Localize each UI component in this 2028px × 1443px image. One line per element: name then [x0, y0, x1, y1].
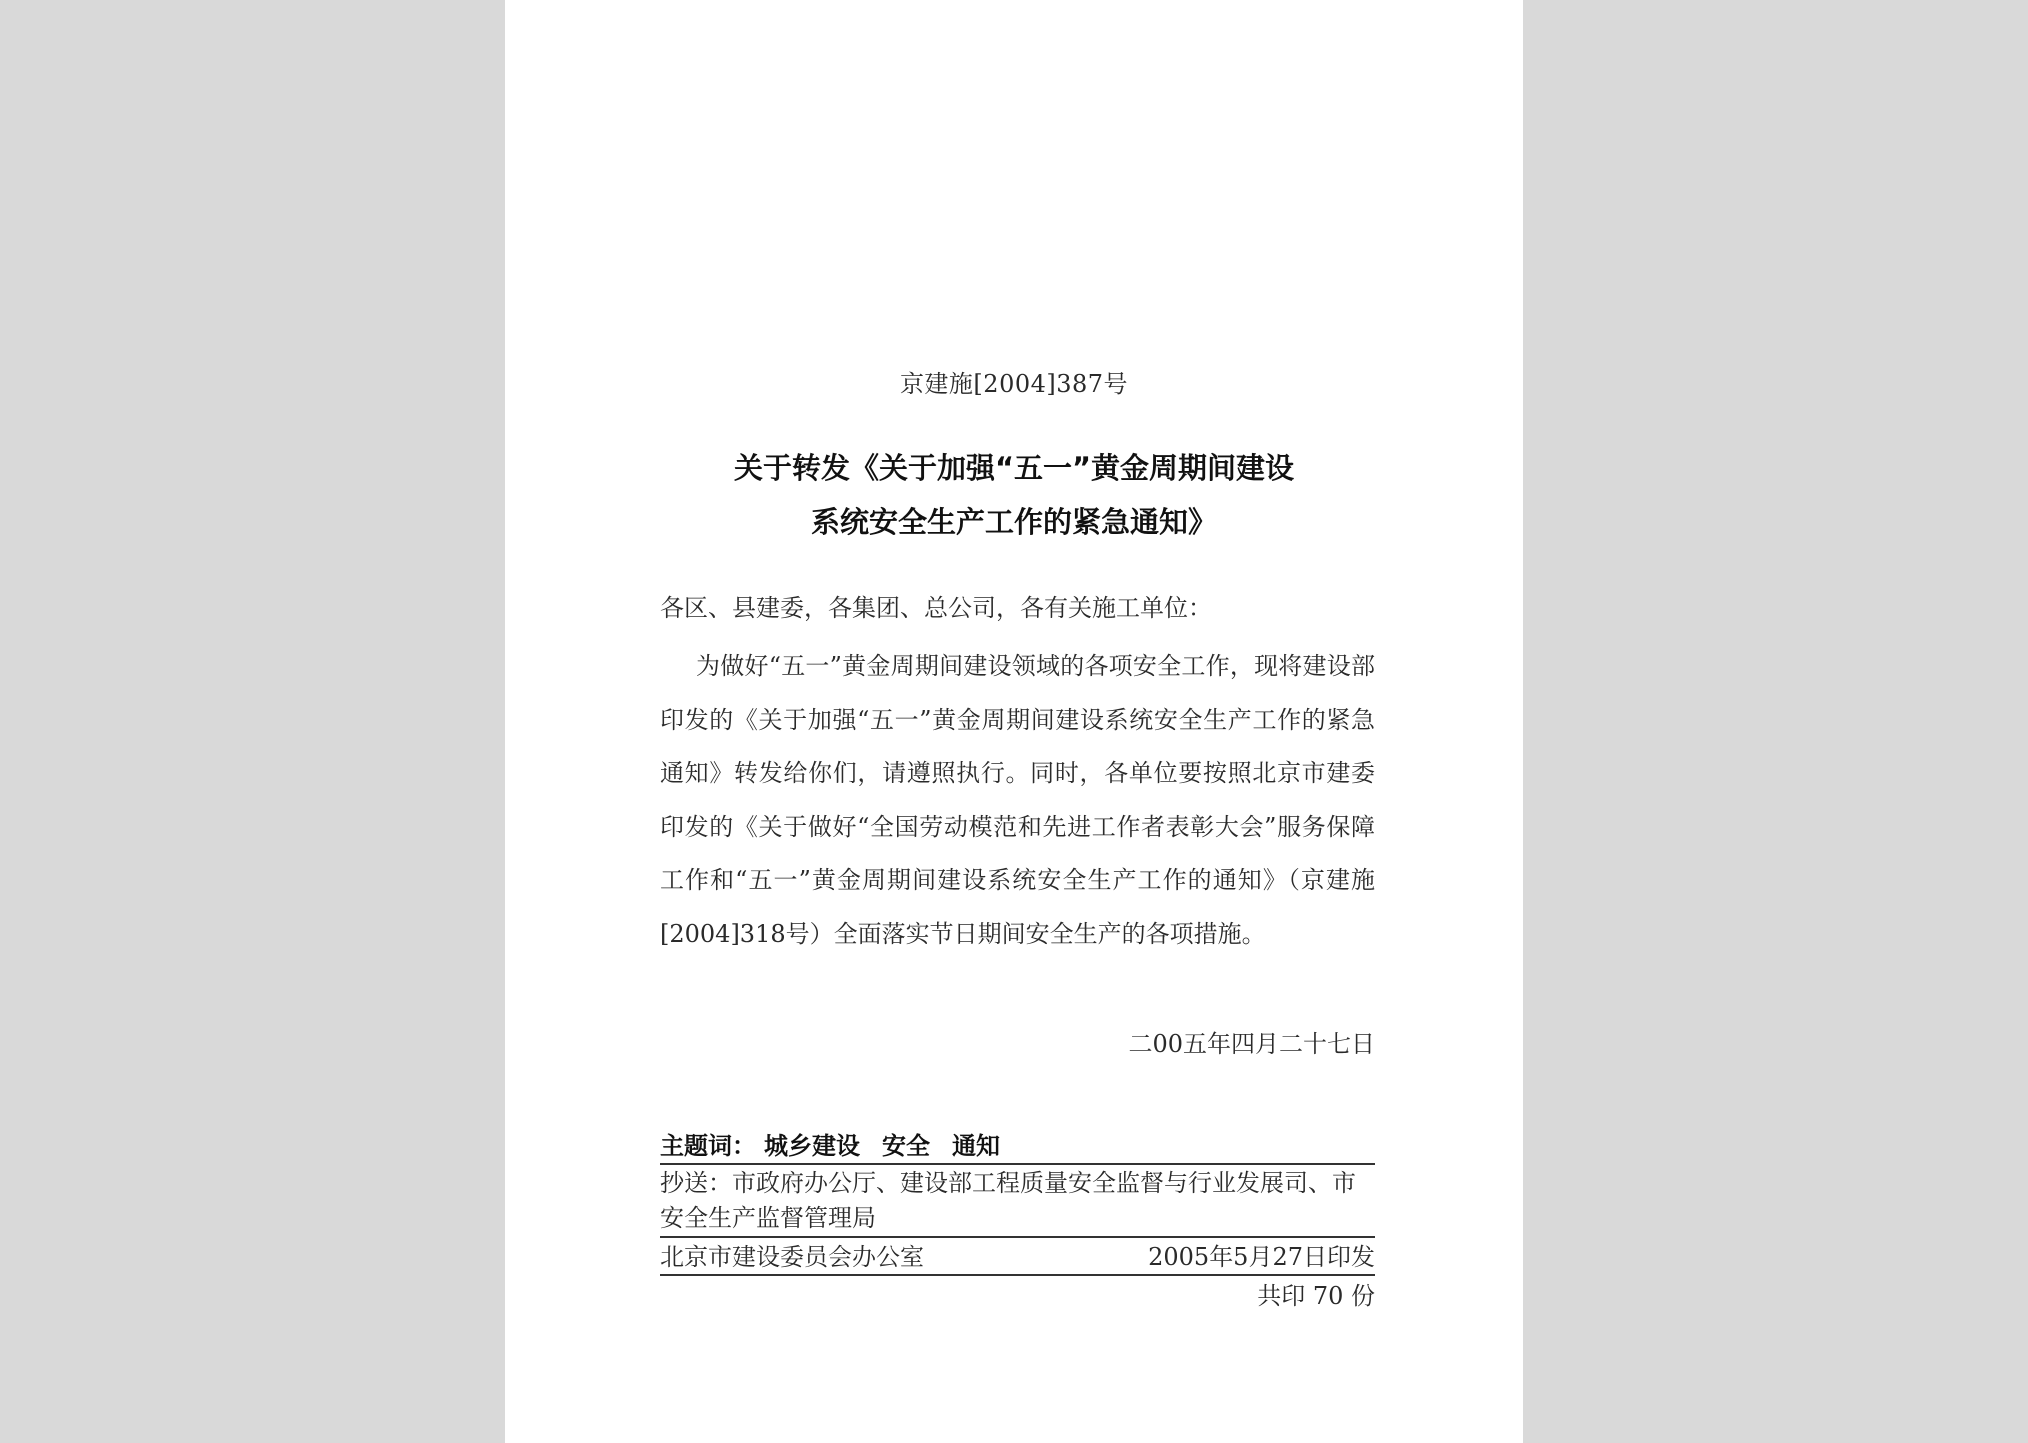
issuer: 北京市建设委员会办公室 — [660, 1243, 924, 1271]
salutation: 各区、县建委，各集团、总公司，各有关施工单位： — [660, 594, 1212, 622]
cc-list: 抄送：市政府办公厅、建设部工程质量安全监督与行业发展司、市安全生产监督管理局 — [660, 1165, 1375, 1238]
keyword: 通知 — [952, 1132, 1000, 1160]
keywords-line — [660, 1130, 1375, 1165]
print-date: 2005年5月27日印发 — [1148, 1243, 1375, 1271]
document-date: 二00五年四月二十七日 — [1128, 1030, 1375, 1058]
copy-count: 共印 70 份 — [1257, 1282, 1375, 1310]
document-number: 京建施[2004]387号 — [899, 370, 1129, 398]
document-title-line-1: 关于转发《关于加强“五一”黄金周期间建设 — [733, 451, 1295, 485]
keyword: 安全 — [882, 1132, 930, 1160]
keyword: 城乡建设 — [764, 1132, 860, 1160]
document-footer — [660, 1130, 1375, 1316]
body-paragraph: 为做好“五一”黄金周期间建设领域的各项安全工作，现将建设部印发的《关于加强“五一”黄金周期间建设系统安全生产工作的紧急通知》转发给你们，请遵照执行。同时，各单位要按照北京市建委印发的《关于做好“全国劳动模范和先进工作者表彰大会”服务保障工作和“五一”黄金周期间建设系统安全生产工作的通知》（京建施[2004]318号）全面落实节日期间安全生产的各项措施。 — [660, 652, 1375, 948]
document-title-line-2: 系统安全生产工作的紧急通知》 — [810, 505, 1217, 539]
document-page — [505, 0, 1523, 1443]
issuer-line — [660, 1238, 1375, 1276]
keywords-label: 主题词： — [660, 1132, 756, 1160]
